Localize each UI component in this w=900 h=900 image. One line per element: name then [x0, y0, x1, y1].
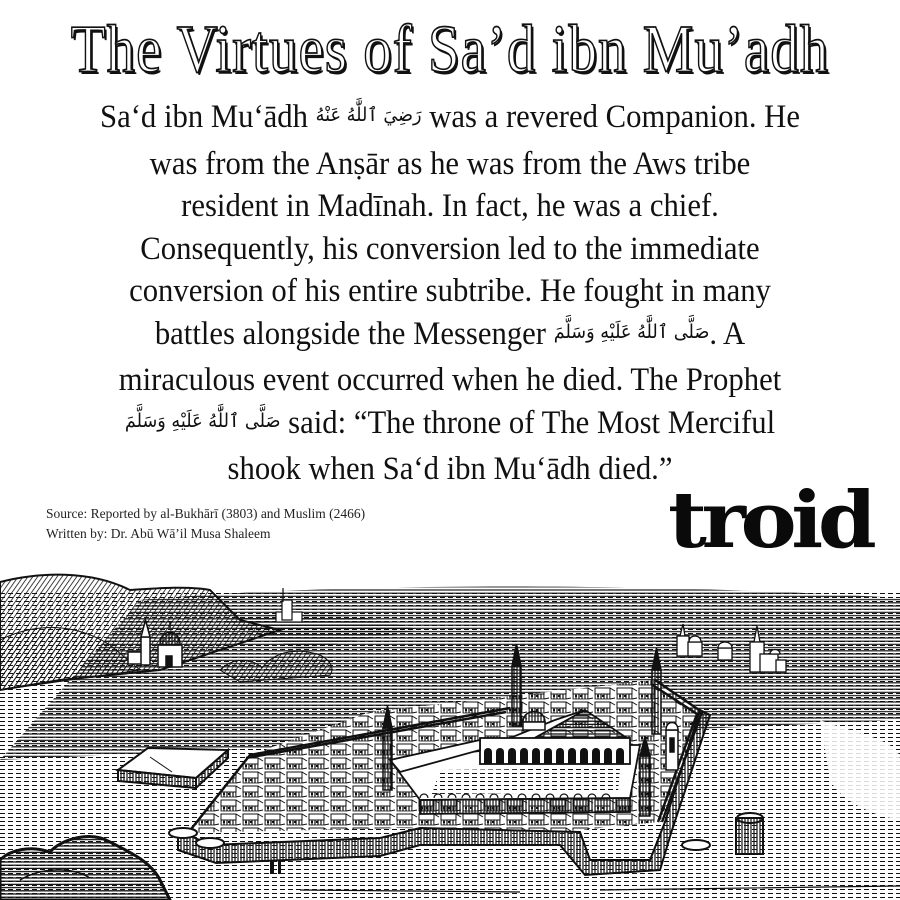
body-line-6 — [69, 313, 832, 360]
body-line-8 — [69, 402, 832, 449]
body-line-9: shook when Sa‘d ibn Mu‘ādh died.” — [227, 451, 673, 487]
body-text-segment: . A — [709, 315, 746, 352]
body-line-1 — [69, 96, 832, 143]
source-citation: Source: Reported by al-Bukhārī (3803) and Muslim (2466) — [46, 506, 366, 521]
page-title: The Virtues of Sa’d ibn Mu’adh — [70, 12, 830, 88]
body-text-segment: Sa‘d ibn Mu‘ādh — [100, 99, 316, 135]
credits — [46, 504, 365, 544]
article-body — [69, 96, 832, 491]
body-line-5: conversion of his entire subtribe. He fought in many — [129, 273, 771, 309]
body-text-segment: said: “The throne of The Most Merciful — [280, 404, 776, 441]
honorific-salallahu-alayhi-wasallam-icon: صَلَّى ٱللَّٰهُ عَلَيْهِ وَسَلَّمَ — [553, 320, 710, 343]
honorific-salallahu-alayhi-wasallam-icon: صَلَّى ٱللَّٰهُ عَلَيْهِ وَسَلَّمَ — [124, 409, 281, 432]
troid-logo: troid — [668, 475, 872, 566]
honorific-radiallahu-anhu-icon: رَضِيَ ٱللَّٰهُ عَنْهُ — [315, 104, 422, 126]
body-text-segment: was a revered Companion. He — [421, 99, 800, 135]
body-line-4: Consequently, his conversion led to the immediate — [140, 230, 760, 267]
body-line-3: resident in Madīnah. In fact, he was a chief. — [181, 188, 719, 224]
author-credit: Written by: Dr. Abū Wā’il Musa Shaleem — [46, 526, 271, 541]
madinah-engraving-illustration — [0, 560, 900, 900]
body-text-segment: battles alongside the Messenger — [154, 315, 554, 352]
body-line-7: miraculous event occurred when he died. The Prophet — [118, 362, 782, 398]
body-line-2: was from the Anṣār as he was from the Aws tribe — [149, 145, 751, 182]
